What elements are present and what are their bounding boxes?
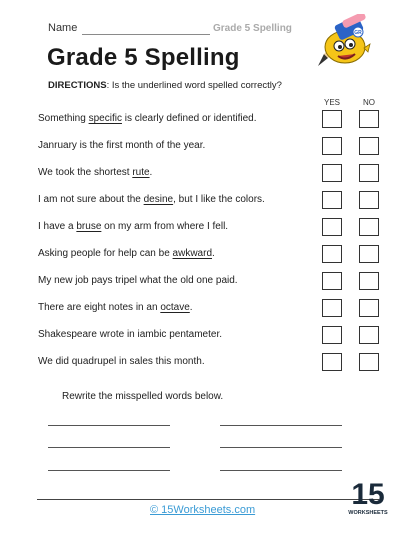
underlined-word: desine [143,194,174,205]
question-text-before: Shakespeare wrote in [38,329,138,340]
header-worksheet-title: Grade 5 Spelling [213,23,292,34]
yes-checkbox[interactable] [322,164,342,182]
question-text-after: . [189,302,193,313]
question-row [38,353,398,375]
no-checkbox[interactable] [359,191,379,209]
question-text-before: I have a [38,221,77,232]
question-text-after: is clearly defined or identified. [121,113,257,124]
yes-checkbox[interactable] [322,353,342,371]
question-text [38,194,265,205]
question-text-after: what the old one paid. [136,275,238,286]
rewrite-instructions: Rewrite the misspelled words below. [62,391,224,402]
yes-checkbox[interactable] [322,137,342,155]
question-row [38,191,398,213]
question-text [38,113,256,124]
question-row [38,299,398,321]
question-row [38,245,398,267]
question-text-before: Asking people for help can be [38,248,173,259]
no-checkbox[interactable] [359,353,379,371]
pencil-mascot-icon [312,14,372,74]
question-row [38,326,398,348]
question-row [38,272,398,294]
question-text-before: Something [38,113,89,124]
answer-line[interactable] [220,425,342,426]
question-text-before: There are eight notes in an [38,302,161,313]
yes-checkbox[interactable] [322,218,342,236]
page-title: Grade 5 Spelling [47,44,240,71]
answer-line[interactable] [48,425,170,426]
no-checkbox[interactable] [359,110,379,128]
no-checkbox[interactable] [359,326,379,344]
yes-checkbox[interactable] [322,191,342,209]
question-text-before: We took the shortest [38,167,133,178]
question-text-after: pentameter. [166,329,223,340]
question-word: quadrupel [71,356,117,367]
question-text-after: is the first month of the year. [76,140,206,151]
footer-divider [37,499,379,500]
question-text-after: , but I like the colors. [173,194,265,205]
answer-line[interactable] [220,447,342,448]
question-word: Janruary [38,140,77,151]
question-text [38,167,152,178]
question-text [38,329,222,340]
underlined-word: specific [88,113,122,124]
question-text [38,140,205,151]
question-text-before: We did [38,356,72,367]
question-text-after: in sales this month. [116,356,205,367]
directions-text: : Is the underlined word spelled correctly? [106,80,282,91]
no-checkbox[interactable] [359,245,379,263]
underlined-word: rute [132,167,150,178]
question-text [38,356,205,367]
question-text-before: I am not sure about the [38,194,144,205]
copyright-link[interactable]: © 15Worksheets.com [150,504,256,516]
underlined-word: bruse [76,221,102,232]
question-word: tripel [115,275,137,286]
yes-checkbox[interactable] [322,272,342,290]
name-label: Name [48,22,78,34]
logo-number: 15 [351,478,385,511]
question-text [38,275,238,286]
underlined-word: octave [160,302,190,313]
directions [48,80,282,91]
underlined-word: awkward [172,248,213,259]
question-text-after: . [149,167,153,178]
yes-checkbox[interactable] [322,326,342,344]
15worksheets-logo-icon [348,470,388,520]
question-text-before: My new job pays [38,275,116,286]
question-row [38,137,398,159]
name-line[interactable] [82,34,210,35]
yes-checkbox[interactable] [322,245,342,263]
question-row [38,218,398,240]
answer-line[interactable] [48,470,170,471]
yes-checkbox[interactable] [322,110,342,128]
question-text [38,302,193,313]
question-row [38,110,398,132]
answer-line[interactable] [48,447,170,448]
no-checkbox[interactable] [359,299,379,317]
column-header-yes: YES [323,98,340,107]
question-row [38,164,398,186]
no-checkbox[interactable] [359,218,379,236]
logo-word: WORKSHEETS [348,510,388,516]
no-checkbox[interactable] [359,137,379,155]
question-text [38,221,228,232]
answer-line[interactable] [220,470,342,471]
question-text-after: on my arm from where I fell. [101,221,229,232]
column-header-no: NO [363,98,375,107]
no-checkbox[interactable] [359,272,379,290]
directions-label: DIRECTIONS [48,80,107,91]
question-text [38,248,215,259]
mascot-badge-text: GR [354,30,362,36]
yes-checkbox[interactable] [322,299,342,317]
no-checkbox[interactable] [359,164,379,182]
question-text-after: . [212,248,215,259]
question-word: iambic [137,329,167,340]
